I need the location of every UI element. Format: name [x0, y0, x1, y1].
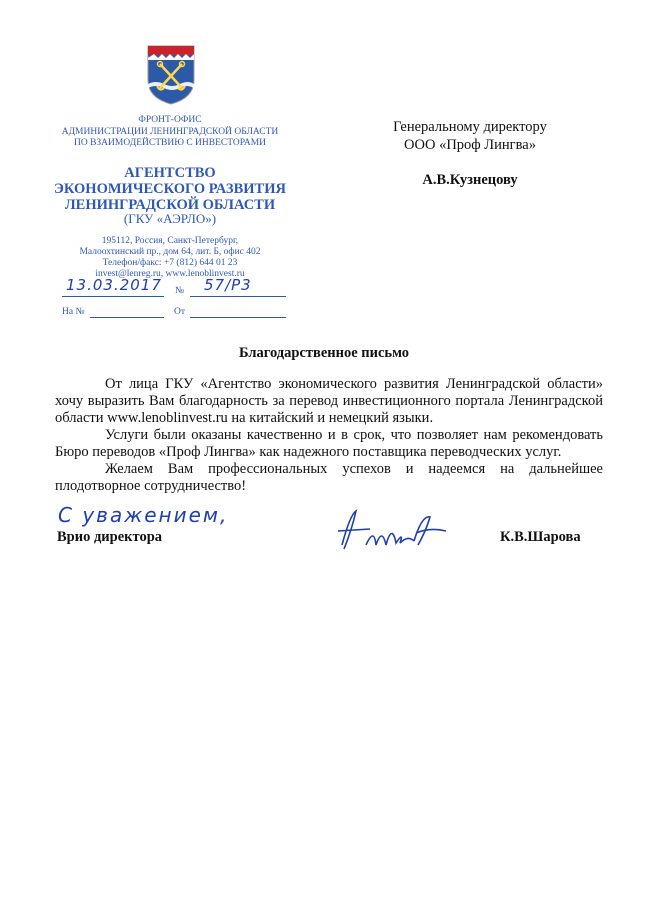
agency-name-line: АГЕНТСТВО — [124, 165, 216, 181]
ref-field — [90, 304, 164, 318]
front-office-line: ФРОНТ-ОФИС — [138, 115, 202, 125]
agency-name-line: ЭКОНОМИЧЕСКОГО РАЗВИТИЯ — [54, 181, 286, 197]
letter-subject: Благодарственное письмо — [238, 345, 410, 361]
signer-position: Врио директора — [57, 529, 163, 545]
number-field — [190, 276, 286, 297]
address-line: invest@lenreg.ru, www.lenoblinvest.ru — [95, 269, 245, 279]
handwritten-signature — [330, 505, 460, 555]
agency-name-line: ЛЕНИНГРАДСКОЙ ОБЛАСТИ — [64, 197, 276, 213]
ref-label: На № — [62, 307, 85, 317]
recipient-company: ООО «Проф Лингва» — [404, 137, 536, 153]
agency-address — [45, 236, 295, 280]
recipient-title-line: Генеральному директору — [393, 119, 547, 135]
front-office-line: ПО ВЗАИМОДЕЙСТВИЮ С ИНВЕСТОРАМИ — [73, 138, 267, 148]
number-handwritten: 57/Р3 — [204, 276, 252, 294]
date-field — [62, 276, 164, 297]
signer-name: К.В.Шарова — [500, 529, 581, 545]
body-paragraph: Услуги были оказаны качественно и в срок, что позволяет нам рекомендовать Бюро переводов «Проф Лингва» как надежного поставщика переводческих услуг. — [55, 427, 603, 460]
address-line: Малоохтинский пр., дом 64, лит. Б, офис 402 — [79, 247, 261, 257]
front-office-heading — [40, 115, 300, 150]
body-paragraph: От лица ГКУ «Агентство экономического развития Ленинградской области» хочу выразить Вам благодарность за перевод инвестиционного портала Ленинградской области www.lenoblinvest.ru на китайский и немецкий языки. — [55, 376, 603, 426]
from-field — [190, 304, 286, 318]
from-label: От — [174, 307, 186, 317]
address-line: 195112, Россия, Санкт-Петербург, — [101, 236, 239, 246]
front-office-line: АДМИНИСТРАЦИИ ЛЕНИНГРАДСКОЙ ОБЛАСТИ — [61, 126, 279, 137]
date-handwritten: 13.03.2017 — [66, 276, 162, 294]
number-label: № — [175, 286, 185, 296]
letter-body — [55, 376, 603, 495]
recipient-name: А.В.Кузнецову — [422, 172, 518, 188]
agency-short-name: (ГКУ «АЭРЛО») — [123, 211, 217, 226]
address-line: Телефон/факс: +7 (812) 644 01 23 — [102, 258, 238, 268]
body-paragraph: Желаем Вам профессиональных успехов и надеемся на дальнейшее плодотворное сотрудничество! — [55, 461, 603, 494]
coat-of-arms-emblem — [146, 44, 196, 106]
handwritten-greeting: С уважением, — [58, 503, 229, 527]
agency-name — [50, 165, 290, 213]
